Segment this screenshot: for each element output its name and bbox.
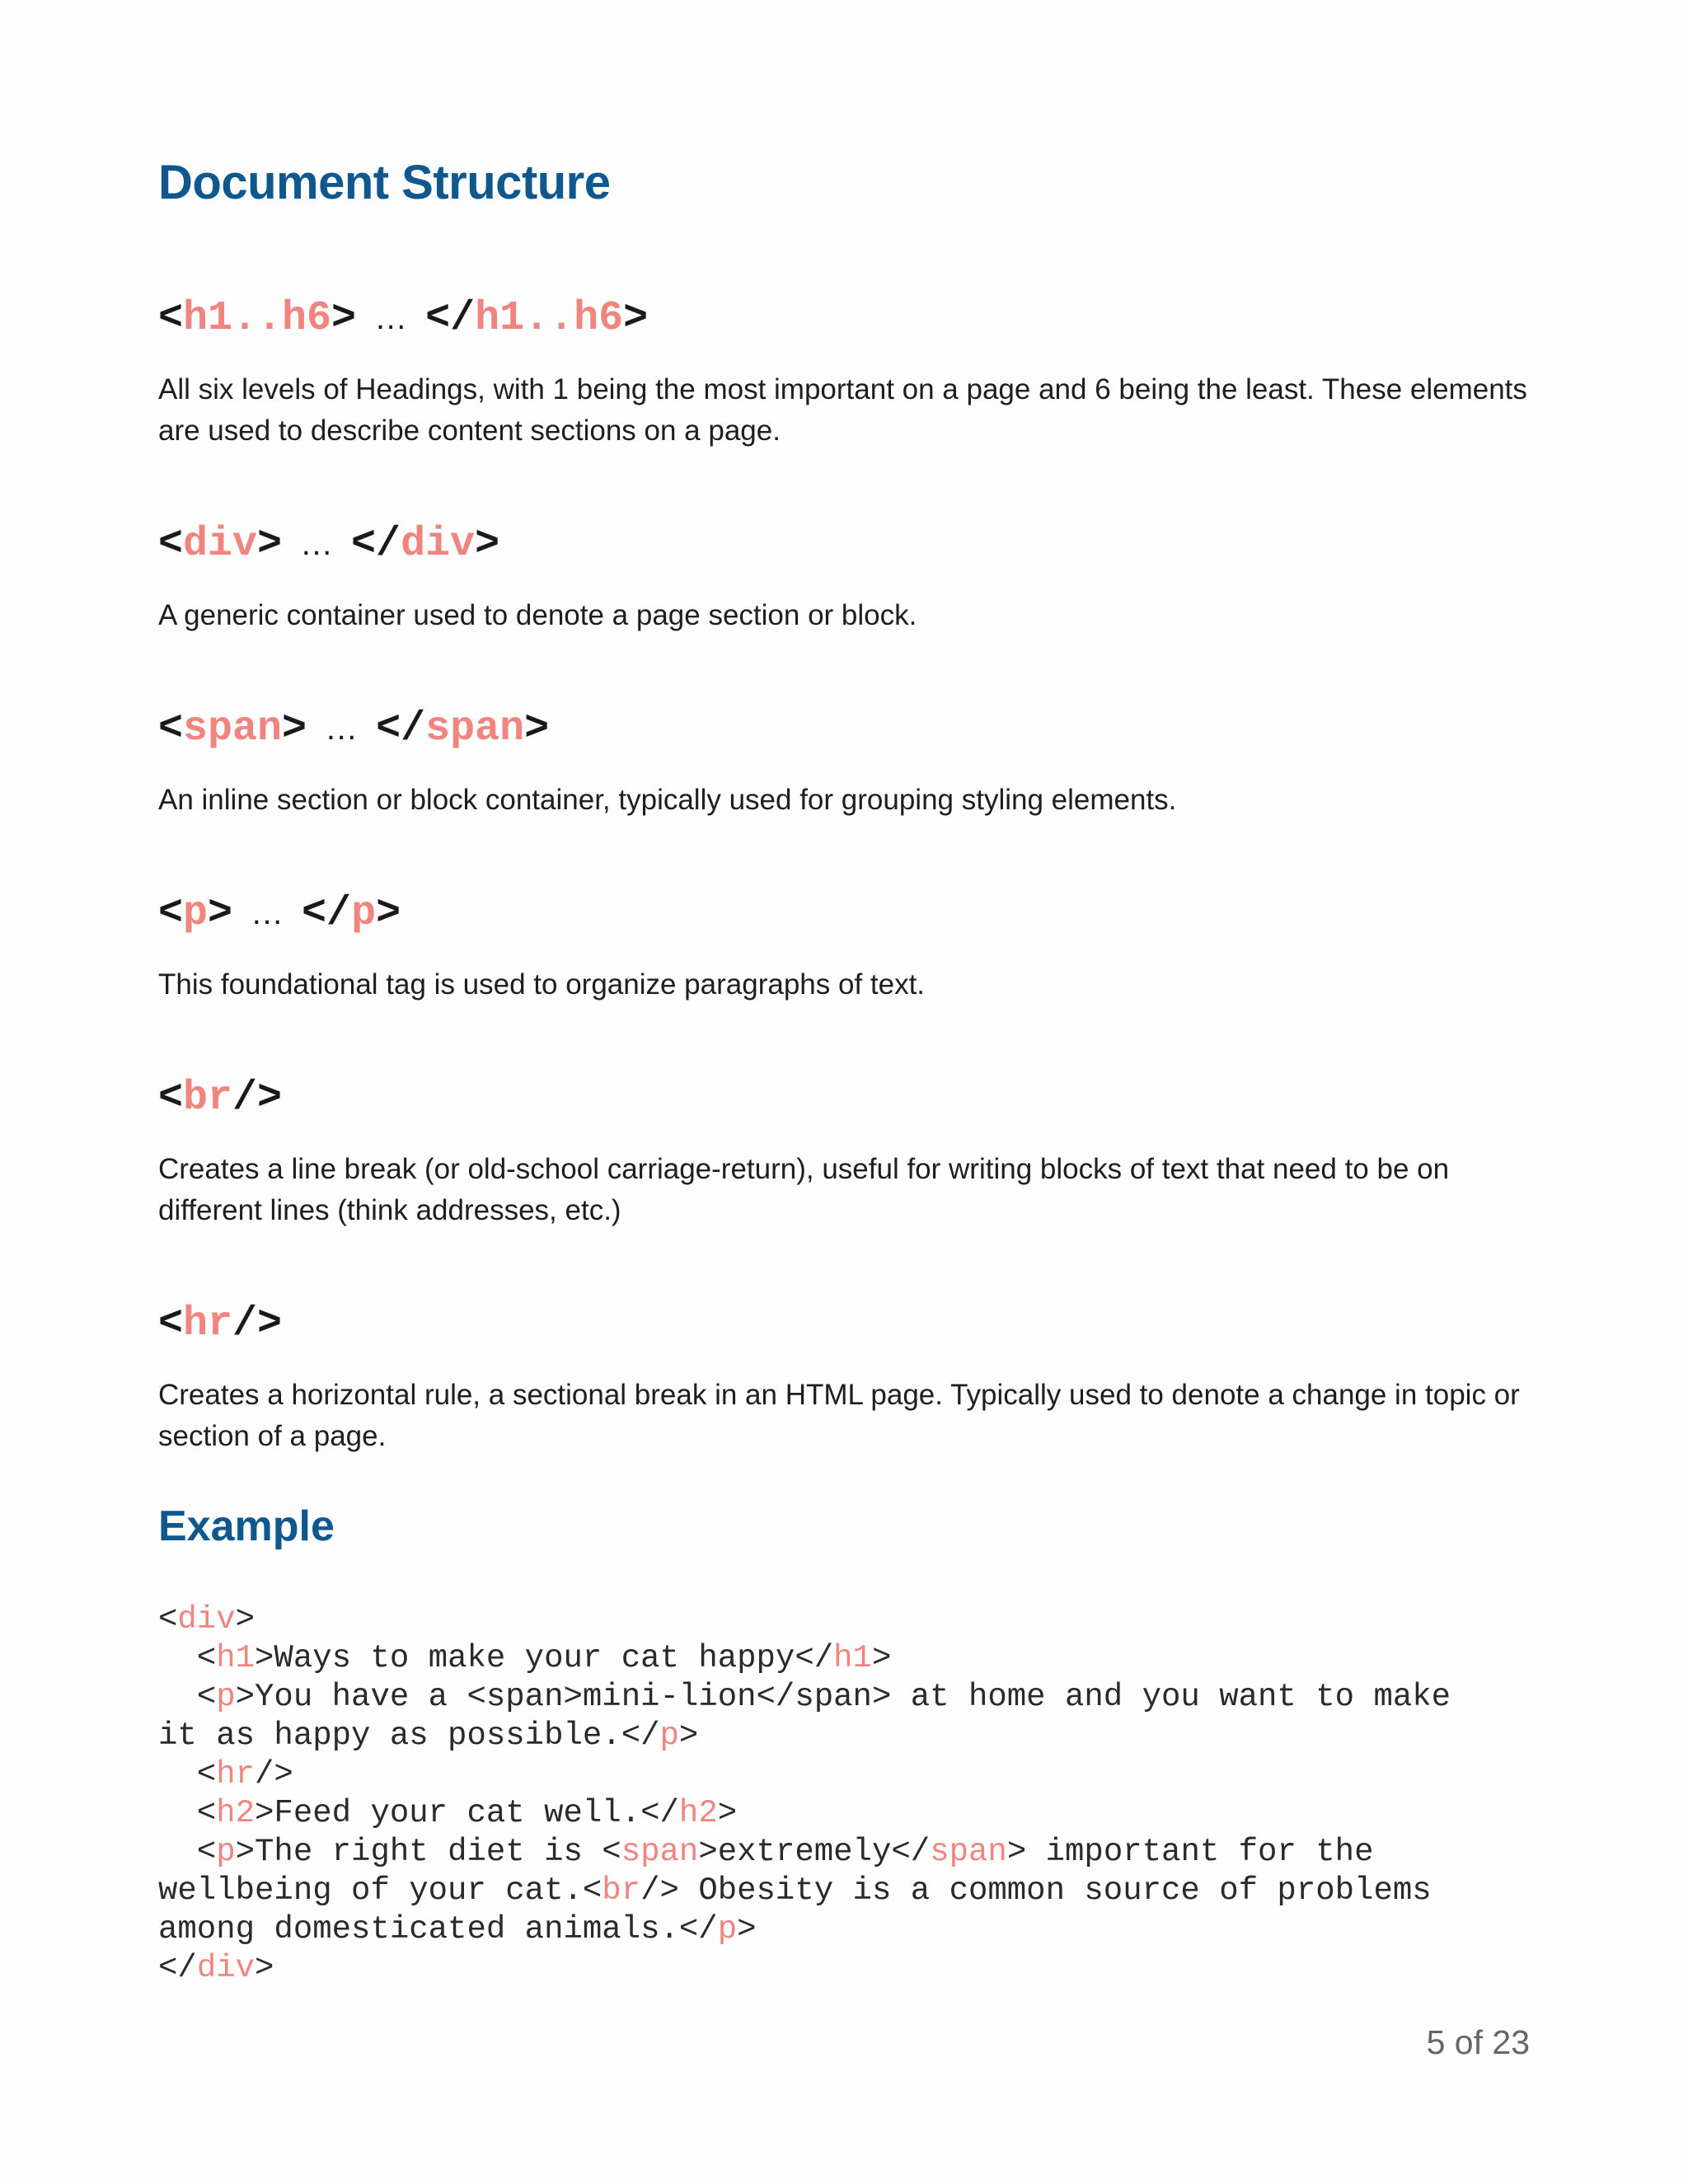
code-text: >The right diet is < xyxy=(235,1834,621,1870)
code-line xyxy=(158,1911,757,1947)
tag-open-lt: < xyxy=(158,705,184,752)
code-tag-name: div xyxy=(177,1601,236,1638)
code-text: < xyxy=(158,1640,217,1676)
code-example xyxy=(158,1601,1451,1988)
code-line xyxy=(158,1872,1432,1909)
ellipsis: … xyxy=(374,300,408,336)
tag-close-gt: > xyxy=(376,890,401,937)
tag-description: An inline section or block container, typically used for grouping styling elements. xyxy=(158,784,1177,816)
tag-name: p xyxy=(183,890,209,937)
code-text: /> xyxy=(255,1756,293,1793)
tag-close-gt: > xyxy=(524,705,550,752)
tag-name: hr xyxy=(183,1301,233,1347)
code-text: > important for the xyxy=(1006,1834,1374,1870)
tag-description: This foundational tag is used to organize paragraphs of text. xyxy=(158,968,926,1001)
tag-name: span xyxy=(183,705,283,752)
code-text: >Feed your cat well.</ xyxy=(255,1795,679,1831)
code-tag-name: p xyxy=(216,1834,236,1870)
ellipsis: … xyxy=(325,710,359,747)
tag-heading-br xyxy=(158,1075,283,1122)
code-line xyxy=(158,1718,698,1754)
tag-open-lt: < xyxy=(158,295,184,342)
code-text: > xyxy=(255,1950,274,1986)
tag-open-lt: < xyxy=(158,521,184,568)
close-tag-name: div xyxy=(401,521,476,568)
tag-name: br xyxy=(183,1075,233,1122)
code-line xyxy=(158,1679,1451,1715)
close-tag-name: h1..h6 xyxy=(475,295,624,342)
code-tag-name: p xyxy=(216,1679,236,1715)
code-tag-name: span xyxy=(930,1834,1007,1870)
code-tag-name: br xyxy=(602,1872,641,1909)
code-text: < xyxy=(158,1601,178,1638)
tag-open-lt: < xyxy=(158,890,184,937)
code-text: > xyxy=(678,1718,699,1754)
tag-close-gt: > xyxy=(623,295,649,342)
code-text: < xyxy=(158,1834,217,1870)
tag-close-lt: </ xyxy=(351,521,401,568)
code-tag-name: h2 xyxy=(678,1795,718,1831)
code-tag-name: p xyxy=(659,1718,679,1754)
code-line xyxy=(158,1950,274,1986)
code-text: < xyxy=(158,1756,217,1793)
tag-close-lt: </ xyxy=(302,890,352,937)
code-text: </ xyxy=(158,1950,197,1986)
code-text: >extremely</ xyxy=(698,1834,931,1870)
tag-open-gt: > xyxy=(331,295,357,342)
tag-open-gt: > xyxy=(257,521,283,568)
tag-heading-p xyxy=(158,890,401,937)
code-tag-name: div xyxy=(196,1950,256,1986)
tag-close-lt: </ xyxy=(376,705,426,752)
close-tag-name: span xyxy=(425,705,525,752)
tag-heading-h1-h6 xyxy=(158,295,649,342)
code-line xyxy=(158,1601,255,1638)
code-text: > xyxy=(871,1640,892,1676)
code-tag-name: hr xyxy=(216,1756,256,1793)
code-text: wellbeing of your cat.< xyxy=(158,1872,603,1909)
code-text: < xyxy=(158,1795,217,1831)
tag-name: h1..h6 xyxy=(183,295,332,342)
code-tag-name: h2 xyxy=(216,1795,256,1831)
tag-heading-hr xyxy=(158,1301,283,1347)
code-text: > xyxy=(235,1601,256,1638)
tag-description: Creates a horizontal rule, a sectional break in an HTML page. Typically used to denote a change in topic or section of a page. xyxy=(158,1379,1520,1452)
tag-heading-span xyxy=(158,705,550,752)
tag-description: A generic container used to denote a page section or block. xyxy=(158,599,917,631)
tag-close-gt: > xyxy=(475,521,500,568)
code-text: it as happy as possible.</ xyxy=(158,1718,660,1754)
code-tag-name: h1 xyxy=(216,1640,256,1676)
code-text: >You have a <span>mini-lion</span> at home and you want to make xyxy=(235,1679,1451,1715)
code-text: < xyxy=(158,1679,217,1715)
code-text: > xyxy=(717,1795,738,1831)
tag-description: All six levels of Headings, with 1 being the most important on a page and 6 being the least. These elements are used to describe content sections on a page. xyxy=(158,373,1527,447)
code-text: >Ways to make your cat happy</ xyxy=(255,1640,834,1676)
ellipsis: … xyxy=(251,895,284,931)
tag-self-close: /> xyxy=(232,1075,283,1122)
code-tag-name: span xyxy=(621,1834,699,1870)
tag-name: div xyxy=(183,521,258,568)
tag-open-lt: < xyxy=(158,1075,184,1122)
code-line xyxy=(158,1834,1374,1870)
example-title: Example xyxy=(158,1502,335,1550)
page-number: 5 of 23 xyxy=(1426,2023,1530,2061)
tag-open-gt: > xyxy=(208,890,233,937)
code-line xyxy=(158,1795,737,1831)
code-tag-name: p xyxy=(717,1911,738,1947)
tag-close-lt: </ xyxy=(425,295,476,342)
tag-description: Creates a line break (or old-school carriage-return), useful for writing blocks of text that need to be on different lines (think addresses, etc.) xyxy=(158,1153,1450,1226)
tag-open-lt: < xyxy=(158,1301,184,1347)
code-line xyxy=(158,1756,293,1793)
page-title: Document Structure xyxy=(158,156,611,209)
ellipsis: … xyxy=(300,526,334,562)
code-text: > xyxy=(737,1911,757,1947)
code-text: among domesticated animals.</ xyxy=(158,1911,718,1947)
code-line xyxy=(158,1640,891,1676)
tag-open-gt: > xyxy=(282,705,307,752)
close-tag-name: p xyxy=(351,890,377,937)
code-tag-name: h1 xyxy=(833,1640,872,1676)
code-text: /> Obesity is a common source of problems xyxy=(640,1872,1432,1909)
tag-self-close: /> xyxy=(232,1301,283,1347)
tag-heading-div xyxy=(158,521,500,568)
